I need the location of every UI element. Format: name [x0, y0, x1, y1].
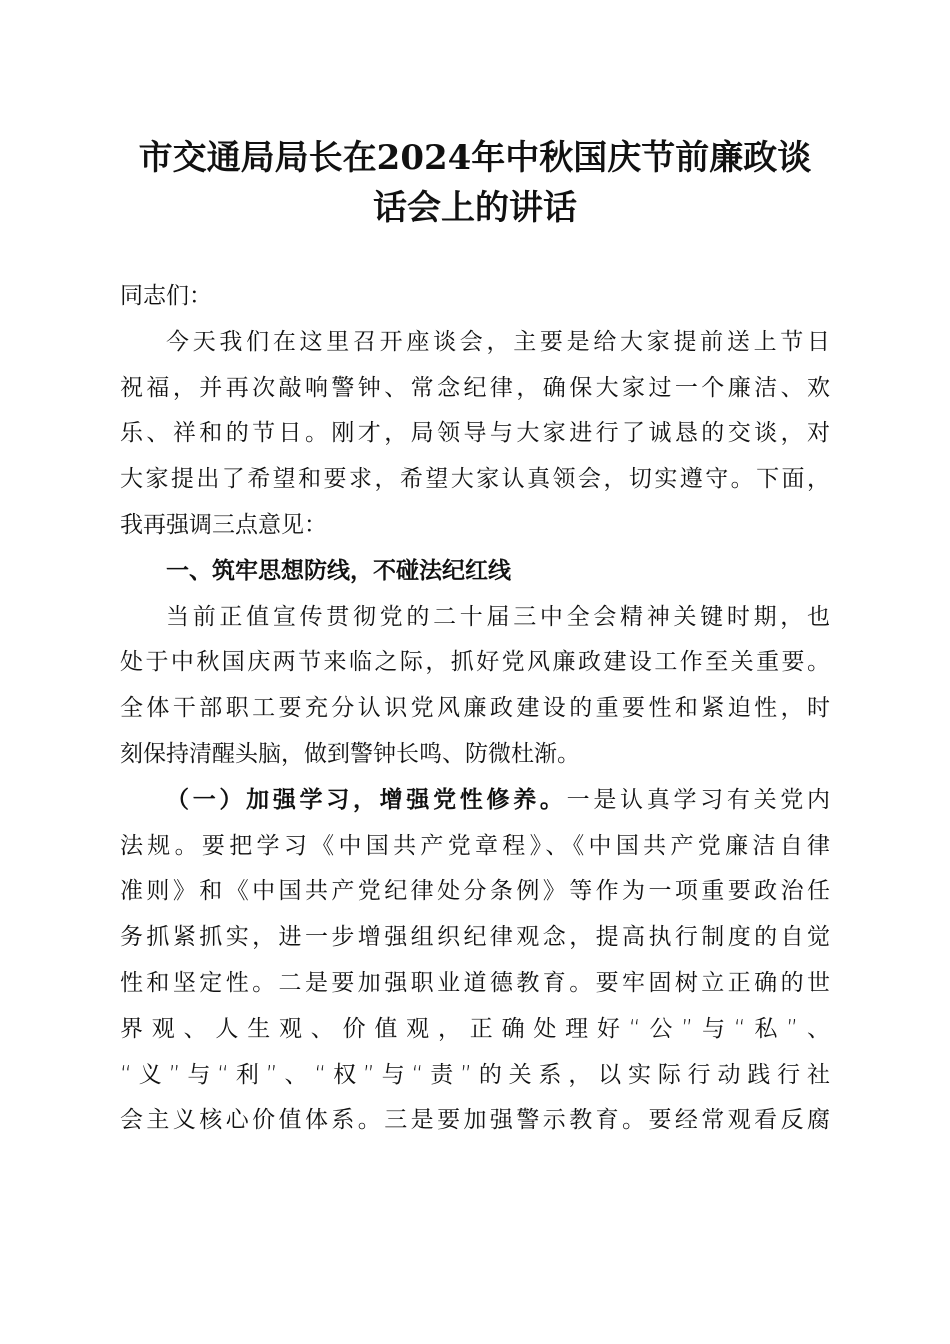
paragraph-3-line: 法规。要把学习《中国共产党章程》、《中国共产党廉洁自律 [120, 832, 830, 859]
paragraph-1-line: 今天我们在这里召开座谈会，主要是给大家提前送上节日 [166, 328, 830, 355]
paragraph-3-first-line [120, 778, 830, 824]
paragraph-3-line: 准则》和《中国共产党纪律处分条例》等作为一项重要政治任 [120, 878, 830, 905]
title-line-1: 市交通局局长在2024年中秋国庆节前廉政谈 [138, 138, 812, 178]
section-1-heading: 一、筑牢思想防线，不碰法纪红线 [166, 557, 511, 584]
paragraph-3-first-line-rest: 一是认真学习有关党内 [566, 786, 831, 813]
paragraph-2-line: 当前正值宣传贯彻党的二十届三中全会精神关键时期，也 [166, 603, 830, 630]
paragraph-3-line: 性和坚定性。二是要加强职业道德教育。要牢固树立正确的世 [120, 969, 830, 996]
salutation: 同志们： [120, 283, 212, 309]
paragraph-2-line: 处于中秋国庆两节来临之际，抓好党风廉政建设工作至关重要。 [120, 649, 830, 676]
paragraph-2-line: 全体干部职工要充分认识党风廉政建设的重要性和紧迫性，时 [120, 695, 830, 722]
paragraph-3-line: 会主义核心价值体系。三是要加强警示教育。要经常观看反腐 [120, 1107, 830, 1134]
paragraph-3-line: “义”与“利”、“权”与“责”的关系，以实际行动践行社 [120, 1061, 830, 1088]
paragraph-1-line: 我再强调三点意见： [120, 511, 327, 538]
subsection-1-heading: （一）加强学习，增强党性修养。 [166, 786, 567, 813]
paragraph-1-line: 大家提出了希望和要求，希望大家认真领会，切实遵守。下面， [120, 466, 830, 493]
title-line-2: 话会上的讲话 [373, 188, 577, 228]
document-title [100, 133, 850, 233]
paragraph-3-line: 界观、人生观、价值观，正确处理好“公”与“私”、 [120, 1015, 830, 1042]
document-body [120, 274, 830, 1144]
paragraph-1-line: 乐、祥和的节日。刚才，局领导与大家进行了诚恳的交谈，对 [120, 420, 830, 447]
paragraph-2-line: 刻保持清醒头脑，做到警钟长鸣、防微杜渐。 [120, 740, 580, 767]
paragraph-3-line: 务抓紧抓实，进一步增强组织纪律观念，提高执行制度的自觉 [120, 924, 830, 951]
paragraph-1-line: 祝福，并再次敲响警钟、常念纪律，确保大家过一个廉洁、欢 [120, 374, 830, 401]
